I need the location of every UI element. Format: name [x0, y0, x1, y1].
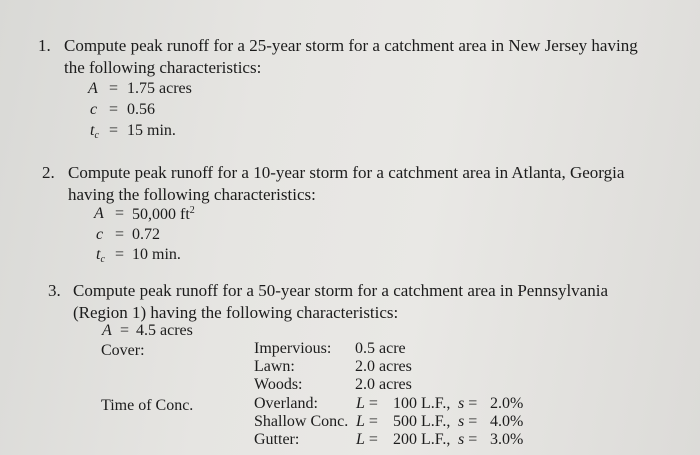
variable-value: 50,000 $ft^2$	[132, 205, 195, 223]
variable-value: 1.75 acres	[127, 80, 192, 97]
cover-label: Cover:	[101, 342, 145, 359]
time-of-concentration-label: Time of Conc.	[101, 397, 194, 414]
cover-area-value: 2.0 acres	[355, 376, 412, 393]
variable-value: 0.72	[132, 226, 160, 243]
cover-type-label: Woods:	[254, 376, 303, 393]
problem-statement-line: the following characteristics:	[64, 58, 262, 77]
equals-sign: =	[109, 101, 119, 118]
slope-symbol: s =	[458, 395, 478, 412]
length-value: 200 L.F.,	[393, 431, 451, 448]
slope-value: 3.0%	[490, 431, 524, 448]
variable-symbol: A	[88, 80, 98, 97]
flow-segment-label: Overland:	[254, 395, 318, 412]
variable-value: 10 min.	[132, 246, 181, 263]
equals-sign: =	[109, 80, 119, 97]
flow-segment-label: Gutter:	[254, 431, 300, 448]
length-value: 100 L.F.,	[393, 395, 451, 412]
cover-area-value: 0.5 acre	[355, 340, 406, 357]
problem-number: 3.	[48, 281, 61, 300]
slope-value: 4.0%	[490, 413, 524, 430]
problem-statement-line: Compute peak runoff for a 25-year storm for a catchment area in New Jersey having	[64, 36, 638, 55]
variable-symbol: $t_c$	[96, 246, 105, 265]
problem-statement-line: Compute peak runoff for a 50-year storm for a catchment area in Pennsylvania	[73, 281, 608, 300]
length-value: 500 L.F.,	[393, 413, 451, 430]
slope-value: 2.0%	[490, 395, 524, 412]
variable-value: 0.56	[127, 101, 155, 118]
cover-area-value: 2.0 acres	[355, 358, 412, 375]
slope-symbol: s =	[458, 413, 478, 430]
length-symbol: L =	[356, 413, 378, 430]
problem-number: 1.	[38, 36, 51, 55]
problem-statement-line: (Region 1) having the following characteristics:	[73, 303, 399, 322]
equals-sign: =	[120, 322, 130, 339]
slope-symbol: s =	[458, 431, 478, 448]
length-symbol: L =	[356, 395, 378, 412]
equals-sign: =	[109, 122, 119, 139]
problem-statement-line: Compute peak runoff for a 10-year storm for a catchment area in Atlanta, Georgia	[68, 163, 625, 182]
length-symbol: L =	[356, 431, 378, 448]
problem-number: 2.	[42, 163, 55, 182]
equals-sign: =	[115, 226, 125, 243]
flow-segment-label: Shallow Conc.	[254, 413, 349, 430]
variable-symbol: A	[94, 205, 104, 222]
problem-statement-line: having the following characteristics:	[68, 185, 316, 204]
variable-value: 4.5 acres	[136, 322, 193, 339]
equals-sign: =	[115, 205, 125, 222]
equals-sign: =	[115, 246, 125, 263]
variable-symbol: A	[102, 322, 112, 339]
cover-type-label: Lawn:	[254, 358, 295, 375]
variable-symbol: c	[90, 101, 98, 118]
cover-type-label: Impervious:	[254, 340, 332, 357]
variable-value: 15 min.	[127, 122, 176, 139]
variable-symbol: c	[96, 226, 104, 243]
variable-symbol: $t_c$	[90, 122, 99, 141]
